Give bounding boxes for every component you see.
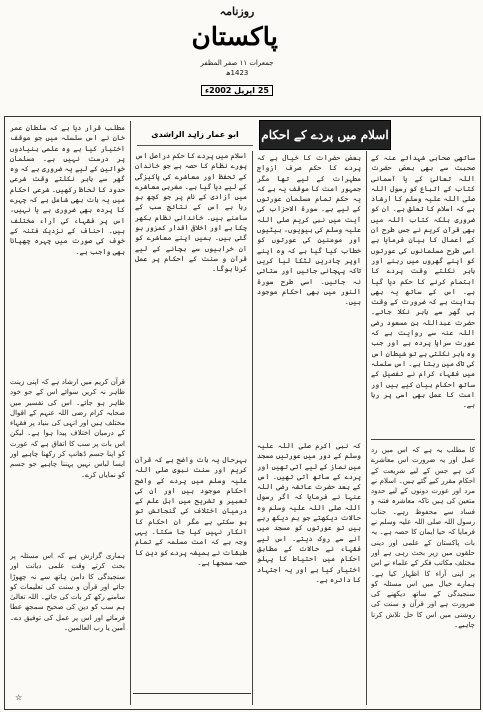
column-rule — [366, 151, 367, 705]
column-rule — [252, 151, 253, 705]
column-text-2 — [371, 445, 475, 705]
column-text-7 — [10, 123, 125, 373]
paragraph: بعض حضرات کا خیال ہے کہ پردے کا حکم صرف ازواج مطہرات کے لیے تھا مگر جمہور امت کا موقف یہ ہے کہ یہ حکم تمام مسلمان عورتوں کے لیے ہے۔ سورۃ الاحزاب کی آیت میں نبی کریم صلی اللہ علیہ وسلم کی بیویوں، بیٹیوں اور مومنین کی عورتوں کو خطاب کیا گیا ہے کہ وہ اپنے اوپر چادریں لٹکا لیا کریں تاکہ پہچانی جائیں اور ستائی نہ جائیں۔ اسی طرح سورۃ النور میں بھی احکام موجود ہیں۔ — [257, 154, 361, 307]
masthead-date-line: جمعرات ۱۱ صفر المظفر 1423ھ — [200, 59, 274, 77]
byline — [137, 123, 253, 146]
paragraph: مطلب قرار دیا ہے کہ سلطان عمر خان نے اس سلسلہ میں جو موقف اختیار کیا ہے وہ علمی بنیادوں پر درست نہیں ہے۔ مسلمان خواتین کے لیے یہ ضروری ہے کہ وہ گھر سے باہر نکلتے وقت شرعی حدود کا لحاظ رکھیں۔ شرعی احکام میں یہ بات بھی شامل ہے کہ چہرے کا پردہ بھی ضروری ہے یا نہیں، اس پر فقہاء کی آراء مختلف ہیں۔ احناف کے نزدیک فتنہ کے خوف کی صورت میں چہرہ چھپانا بھی واجب ہے۔ — [10, 124, 125, 256]
column-text-3 — [257, 153, 361, 435]
divider — [371, 439, 475, 440]
column-text-5 — [135, 151, 247, 451]
author-name: ابو عمار زاہد الراشدی — [151, 129, 239, 139]
paragraph: ساتھی صحابی شہدائے عنہ کے صحبت سے بھی بعض حضرت اللہ تعالیٰ کے یا آسمانی کتاب کے اتباع کو رسول اللہ صلی اللہ علیہ وسلم کا ارشاد ہے کہ اسلام کا تعلق ہے۔ ان کو ضروری بلکہ کتاب اللہ میں بھی قرآن کریم نے جس طرح ان کے اعمال کا بیان فرمایا ہے اسی طرح مسلمانوں کی عورتوں کو اپنے گھروں میں رہنے اور باہر نکلتے وقت پردے کا اہتمام کرنے کا حکم دیا گیا ہے۔ اس کے ساتھ یہ بھی ہدایت ہے کہ ضرورت کے وقت ہی گھر سے باہر نکلا جائے۔ حضرت عبداللہ بن مسعود رضی اللہ عنہ سے روایت ہے کہ عورت سراپا پردہ ہے اور جب وہ باہر نکلتی ہے تو شیطان اس کی تاک میں رہتا ہے۔ اس سلسلہ میں فقہاء کرام نے تفصیل کے ساتھ احکام بیان کیے ہیں اور امت کا عمل بھی اسی پر رہا ہے۔ — [371, 154, 475, 410]
masthead-subtitle: روزنامہ — [219, 5, 255, 18]
masthead-name: پاکستان — [191, 22, 278, 51]
paragraph: قرآن کریم میں ارشاد ہے کہ اپنی زینت ظاہر نہ کریں سوائے اس کے جو خود ظاہر ہو جائے۔ اس کی تفسیر میں صحابہ کرام رضی اللہ عنہم کے اقوال مختلف ہیں اور انہی کی بنیاد پر فقہاء کے درمیان اختلاف پیدا ہوا ہے۔ لیکن اس بات پر سب کا اتفاق ہے کہ عورت کو اپنا جسم ڈھانپ کر رکھنا چاہیے اور ایسا لباس نہیں پہننا چاہیے جو جسم کو نمایاں کرے۔ — [10, 378, 125, 479]
column-footer-rule — [133, 693, 251, 706]
masthead — [191, 5, 278, 114]
masthead-date-box: 25 اپریل 2002ء — [201, 85, 273, 96]
column-text-9 — [10, 551, 125, 697]
column-text-1 — [371, 153, 475, 435]
headline-box — [259, 120, 391, 150]
paragraph: کا مطلب یہ ہے کہ اس میں رد عمل اور یہ ضرورت اس معاشرے کی ہے جس کے لیے شریعت کے احکام مقرر کیے گئے ہیں۔ اسلام نے مرد اور عورت دونوں کے لیے حدود متعین کی ہیں تاکہ معاشرہ فتنہ و فساد سے محفوظ رہے۔ جناب رسول اللہ صلی اللہ علیہ وسلم نے فرمایا کہ حیا ایمان کا حصہ ہے۔ یہ بات پاکستان کے علمی اور دینی حلقوں میں زیر بحث رہی ہے اور مختلف مکاتب فکر کے علماء نے اس پر اپنی آراء کا اظہار کیا ہے۔ ہمارے خیال میں اس مسئلہ کو سنجیدگی کے ساتھ دیکھنے کی ضرورت ہے اور قرآن و سنت کی روشنی میں اس کا حل تلاش کرنا چاہیے۔ — [371, 446, 475, 630]
column-rule — [130, 121, 131, 705]
column-text-4 — [257, 441, 361, 705]
paragraph: بہرحال یہ بات واضح ہے کہ قرآن کریم اور سنت نبوی صلی اللہ علیہ وسلم میں پردے کے واضح احکام موجود ہیں اور ان کی تعبیر و تشریح میں اہل علم کے درمیان اختلاف کی گنجائش تو ہو سکتی ہے مگر ان احکام کا انکار نہیں کیا جا سکتا۔ یہی وجہ ہے کہ امت مسلمہ کے تمام طبقات نے ہمیشہ پردے کو دین کا حصہ سمجھا ہے۔ — [135, 456, 247, 567]
paragraph: اسلام میں پردے کا حکم دراصل اس پورے نظام کا حصہ ہے جو خاندان کے تحفظ اور معاشرے کی پاکیزگی کے لیے دیا گیا ہے۔ مغربی معاشرے میں آزادی کے نام پر جو کچھ ہو رہا ہے اس کے نتائج سب کے سامنے ہیں۔ خاندانی نظام بکھر چکا ہے اور اخلاقی اقدار کمزور ہو گئی ہیں۔ ہمیں اپنے معاشرے کو ان خرابیوں سے بچانے کے لیے قرآن و سنت کے احکام پر عمل کرنا ہوگا۔ — [135, 152, 247, 274]
paragraph: ہماری گزارش ہے کہ اس مسئلہ پر بحث کرتے وقت علمی دیانت اور سنجیدگی کا دامن ہاتھ سے نہ چھوڑا جائے اور قرآن و سنت کی تعلیمات کو سامنے رکھ کر بات کی جائے۔ اللہ تعالیٰ ہم سب کو دین کی صحیح سمجھ عطا فرمائے اور اس پر عمل کی توفیق دے۔ آمین یا رب العالمین۔ — [10, 552, 125, 633]
paragraph: کہ نبی اکرم صلی اللہ علیہ وسلم کے دور میں عورتیں مسجد میں نماز کے لیے آتی تھیں اور پردے کے ساتھ آتی تھیں۔ اس کے بعد حضرت عائشہ رضی اللہ عنہا نے فرمایا کہ اگر رسول اللہ صلی اللہ علیہ وسلم وہ حالات دیکھتے جو ہم دیکھ رہے ہیں تو عورتوں کو مسجد میں آنے سے روک دیتے۔ اس لیے فقہاء نے حالات کے مطابق احکام میں احتیاط کا پہلو اختیار کیا ہے اور یہ اجتہاد کا دائرہ ہے۔ — [257, 442, 361, 584]
column-text-6 — [135, 455, 247, 689]
end-mark-icon: ☆ — [15, 693, 23, 702]
article-headline: اسلام میں پردے کے احکام — [261, 128, 389, 142]
column-text-8 — [10, 377, 125, 547]
article-clipping — [4, 116, 481, 710]
